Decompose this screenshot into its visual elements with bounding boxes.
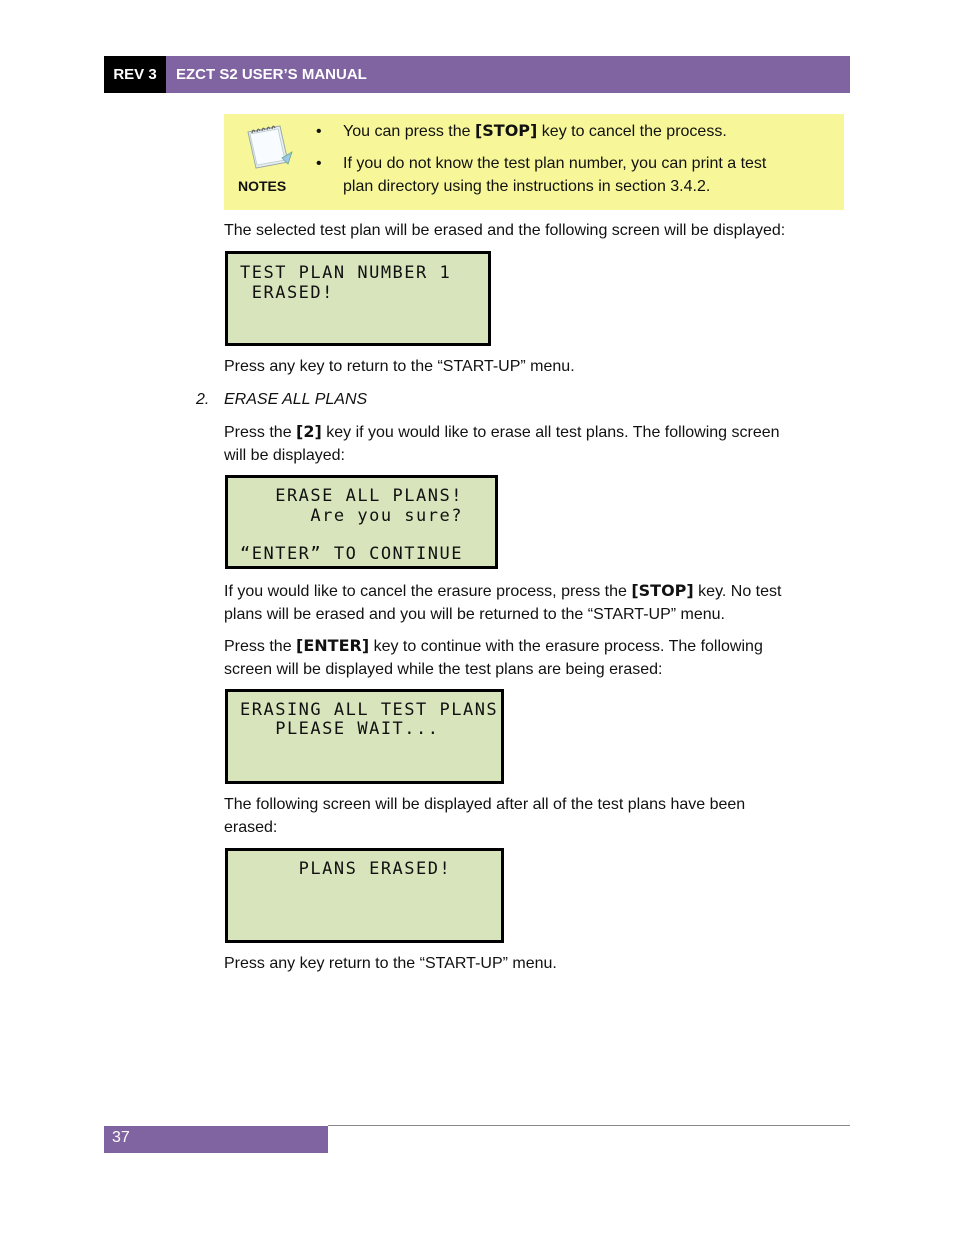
lcd-screen: TEST PLAN NUMBER 1 ERASED!: [225, 251, 491, 346]
lcd-screen: ERASE ALL PLANS! Are you sure? “ENTER” TO CONTINUE: [225, 475, 498, 569]
paragraph: Press any key return to the “START-UP” menu.: [224, 955, 557, 972]
notes-box: [224, 114, 844, 210]
page-number: 37: [104, 1126, 328, 1153]
paragraph: Press the [2] key if you would like to erase all test plans. The following screen will be displayed:: [224, 422, 780, 464]
footer-divider: [328, 1125, 850, 1126]
bullet-dot-icon: •: [316, 155, 322, 172]
lcd-screen: PLANS ERASED!: [225, 848, 504, 943]
lcd-screen: ERASING ALL TEST PLANS PLEASE WAIT...: [225, 689, 504, 784]
bullet-dot-icon: •: [316, 123, 322, 140]
paragraph: The following screen will be displayed after all of the test plans have been erased:: [224, 796, 746, 836]
paragraph: If you would like to cancel the erasure process, press the [STOP] key. No test plans will be erased and you will be returned to the “START-UP” menu.: [224, 581, 782, 623]
notes-bullet-1: You can press the [STOP] key to cancel the process.: [343, 121, 727, 140]
notes-bullet-2: If you do not know the test plan number, you can print a test plan directory using the instructions in section 3.4.2.: [343, 155, 767, 195]
header-rev: REV 3: [104, 56, 166, 93]
notepad-icon: [242, 122, 294, 172]
notes-label: NOTES: [238, 178, 287, 194]
step-title: ERASE ALL PLANS: [224, 391, 368, 408]
header-title: EZCT S2 USER’S MANUAL: [166, 56, 850, 93]
step-number: 2.: [196, 391, 210, 408]
paragraph: Press the [ENTER] key to continue with the erasure process. The following screen will be displayed while the test plans are being erased:: [224, 636, 763, 678]
paragraph: The selected test plan will be erased and the following screen will be displayed:: [224, 222, 786, 239]
paragraph: Press any key to return to the “START-UP” menu.: [224, 358, 575, 375]
